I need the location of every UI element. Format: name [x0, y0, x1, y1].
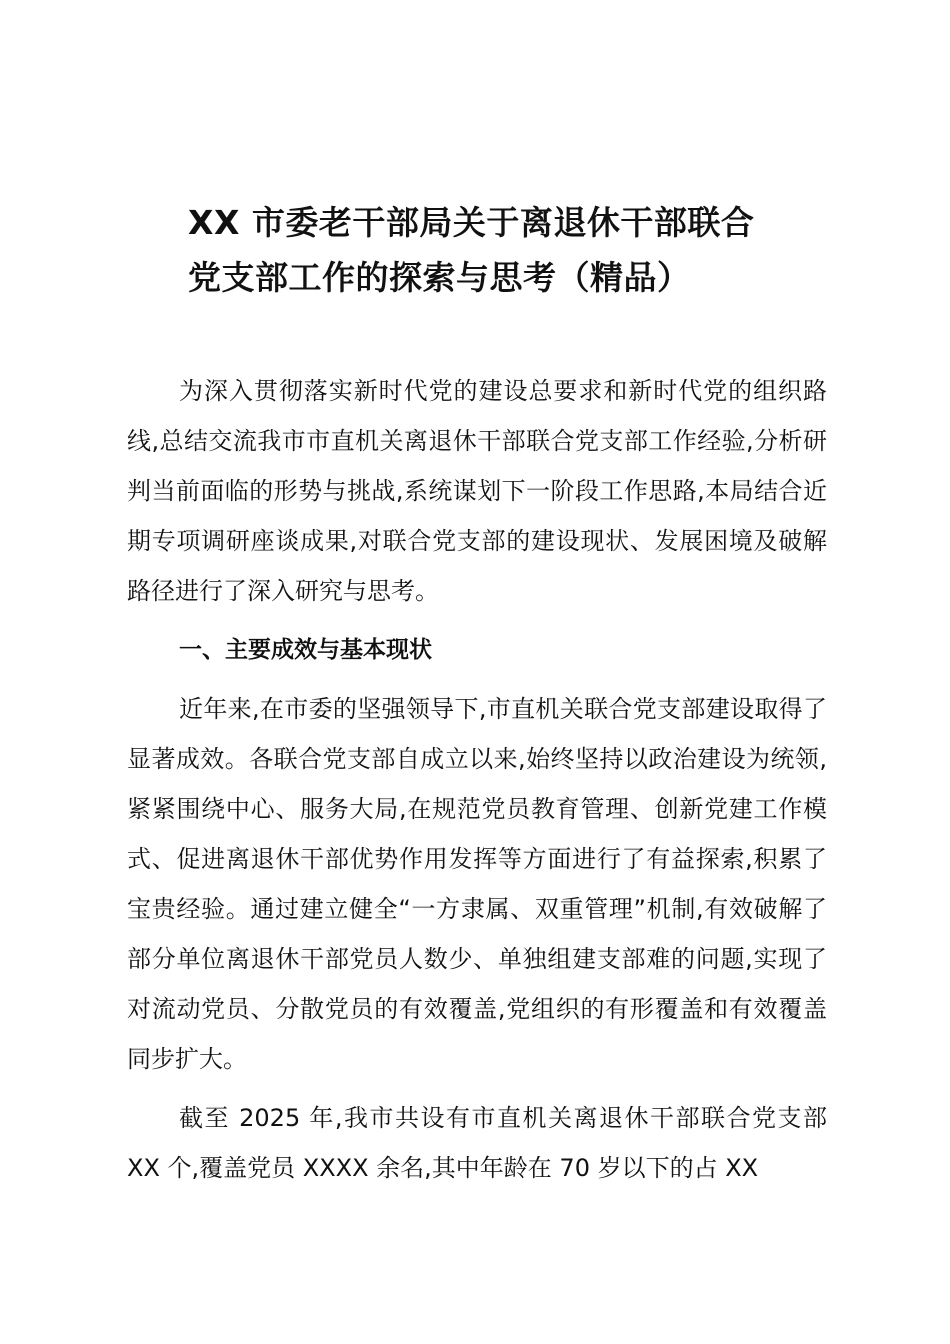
intro-paragraph: 为深入贯彻落实新时代党的建设总要求和新时代党的组织路线,总结交流我市市直机关离退休干部联合党支部工作经验,分析研判当前面临的形势与挑战,系统谋划下一阶段工作思路,本局结合近期专项调研座谈成果,对联合党支部的建设现状、发展困境及破解路径进行了深入研究与思考。 [127, 377, 827, 605]
section-paragraph-2: 截至 2025 年,我市共设有市直机关离退休干部联合党支部 XX 个,覆盖党员 XXXX 余名,其中年龄在 70 岁以下的占 XX [127, 1104, 827, 1182]
document-body [127, 366, 827, 1193]
section-paragraph-1: 近年来,在市委的坚强领导下,市直机关联合党支部建设取得了显著成效。各联合党支部自成立以来,始终坚持以政治建设为统领,紧紧围绕中心、服务大局,在规范党员教育管理、创新党建工作模式、促进离退休干部优势作用发挥等方面进行了有益探索,积累了宝贵经验。通过建立健全“一方隶属、双重管理”机制,有效破解了部分单位离退休干部党员人数少、单独组建支部难的问题,实现了对流动党员、分散党员的有效覆盖,党组织的有形覆盖和有效覆盖同步扩大。 [127, 695, 827, 1073]
title-line-2: 党支部工作的探索与思考（精品） [188, 258, 691, 297]
title-line-1: XX 市委老干部局关于离退休干部联合 [188, 203, 755, 242]
document-title [188, 195, 828, 305]
section-heading: 一、主要成效与基本现状 [179, 637, 432, 663]
